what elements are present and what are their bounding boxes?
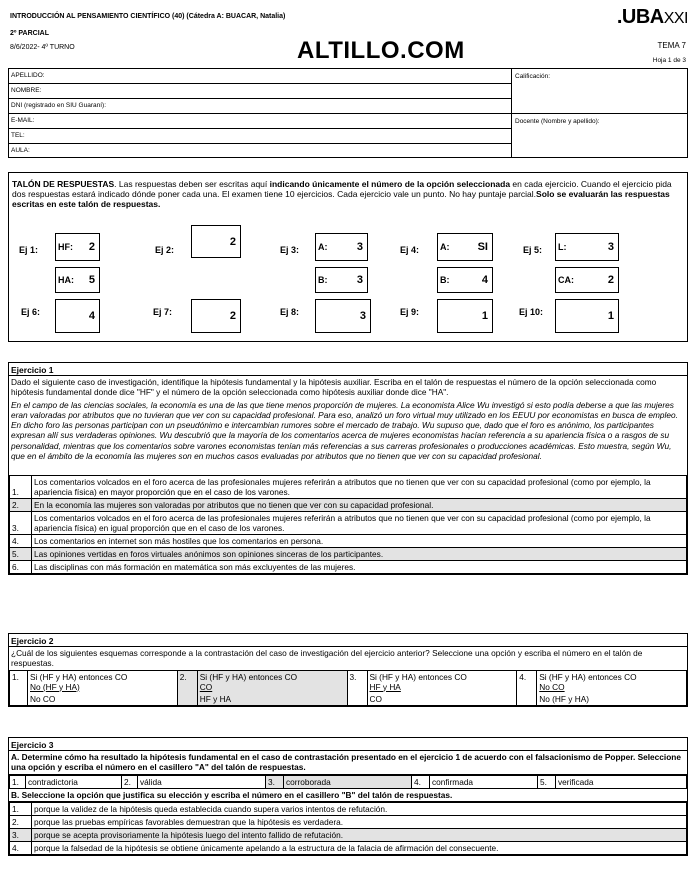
ej7-box[interactable]: 2 (191, 299, 241, 333)
ej2-box[interactable]: 2 (191, 225, 241, 258)
ej1-label: Ej 1: (19, 245, 39, 255)
option-number: 1. (10, 670, 28, 693)
option-a-2[interactable]: válida (138, 775, 266, 788)
ej10-label: Ej 10: (519, 307, 544, 317)
ej8-box[interactable]: 3 (315, 299, 371, 333)
ej2-label: Ej 2: (155, 245, 175, 255)
ej6-box[interactable]: 4 (55, 299, 100, 333)
exam-date: 8/6/2022- 4º TURNO (10, 44, 75, 51)
exercise-3-part-b: B. Seleccione la opción que justifica su elección y escriba el número en el casillero "B" del talón de respuestas. (9, 789, 687, 802)
watermark: ALTILLO.COM (297, 37, 465, 64)
field-email[interactable]: E-MAIL: (9, 114, 511, 129)
exercise-3-options-a: 1. contradictoria 2. válida 3. corroborada 4. confirmada 5. verificada (9, 775, 687, 789)
uba-logo: .UBAXXI (616, 6, 688, 28)
ej4-b-box[interactable]: B: 4 (437, 267, 493, 293)
exercise-2-options: 1. Si (HF y HA) entonces CO No (HF y HA) 2. Si (HF y HA) entonces CO CO 3. Si (HF y HA) entonces CO HF y HA 4. Si (HF y HA) entonces CO No CO No CO HF y HA CO No (HF y HA) (9, 670, 687, 706)
option-row[interactable]: 2. En la economía las mujeres son valoradas por atributos que no tienen que ver con su capacidad profesional. (10, 499, 687, 512)
option-number: 4. (517, 670, 537, 693)
student-info-box (8, 68, 688, 158)
field-tel[interactable]: TEL: (9, 129, 511, 144)
ej5-l-box[interactable]: L: 3 (555, 233, 619, 261)
ej1-hf-box[interactable]: HF: 2 (55, 233, 100, 261)
exercise-2-title: Ejercicio 2 (9, 634, 687, 647)
ej5-ca-box[interactable]: CA: 2 (555, 267, 619, 293)
option-scheme[interactable]: Si (HF y HA) entonces CO No (HF y HA) (28, 670, 178, 693)
exercise-3 (8, 737, 688, 856)
ej7-label: Ej 7: (153, 307, 173, 317)
ej3-label: Ej 3: (280, 245, 300, 255)
ej9-label: Ej 9: (400, 307, 420, 317)
option-row[interactable]: 5. Las opiniones vertidas en foros virtuales anónimos son opiniones sinceras de los participantes. (10, 548, 687, 561)
ej3-a-box[interactable]: A: 3 (315, 233, 368, 261)
exercise-2 (8, 633, 688, 707)
option-row[interactable]: 1. porque la validez de la hipótesis queda establecida cuando supera varios intentos de refutación. (10, 802, 687, 815)
answer-sheet (8, 172, 688, 342)
option-a-5[interactable]: verificada (556, 775, 687, 788)
option-scheme[interactable]: Si (HF y HA) entonces CO CO (197, 670, 347, 693)
option-scheme[interactable]: Si (HF y HA) entonces CO No CO (537, 670, 687, 693)
option-row[interactable]: 2. porque las pruebas empíricas favorables demuestran que la hipótesis es verdadera. (10, 815, 687, 828)
exercise-1-title: Ejercicio 1 (9, 363, 687, 376)
ej6-label: Ej 6: (21, 307, 41, 317)
field-apellido[interactable]: APELLIDO: (9, 69, 511, 84)
tema-label: TEMA 7 (657, 41, 686, 50)
ej9-box[interactable]: 1 (437, 299, 493, 333)
exercise-3-options-b (9, 802, 687, 855)
option-number: 3. (347, 670, 367, 693)
field-dni[interactable]: DNI (registrado en SIU Guaraní): (9, 99, 511, 114)
exercise-1-case: En el campo de las ciencias sociales, la economía es una de las que tiene menos proporción de mujeres. La economista Alice Wu investigó si esto podía deberse a que las mujeres eran valoradas por atributos que no tuvieran que ver con su capacidad profesional. Para eso, analizó un foro virtual muy utilizado en los EEUU por economistas en busca de empleo. En dicho foro las personas participan con un pseudónimo e intercambian rumores sobre el mercado de trabajo. Wu supuso que, dado que el foro es anónimo, los participantes expresan allí sus verdaderas opiniones. Wu descubrió que la mayoría de los comentarios acerca de mujeres economistas hacían referencia a su apariencia física o a rasgos de su personalidad, mientras que los comentarios sobre varones economistas tenían más referencias a sus carreras profesionales o producciones académicas. Esto muestra, según Wu, que en el ámbito de la economía las mujeres son en muchos casos evaluadas por atributos que no tienen que ver con su capacidad profesional. (11, 399, 678, 462)
option-a-1[interactable]: contradictoria (26, 775, 122, 788)
option-a-4[interactable]: confirmada (430, 775, 538, 788)
field-nombre[interactable]: NOMBRE: (9, 84, 511, 99)
exercise-3-title: Ejercicio 3 (9, 738, 687, 751)
course-title: INTRODUCCIÓN AL PENSAMIENTO CIENTÍFICO (40) (Cátedra A: BUACAR, Natalia) (10, 13, 286, 20)
option-row[interactable]: 1. Los comentarios volcados en el foro acerca de las profesionales mujeres referirán a atributos que no tienen que ver con su capacidad profesional (como por ejemplo, la apariencia física) en mayor proporción que en el caso de los varones. (10, 476, 687, 499)
grade-field[interactable]: Calificación: (512, 69, 688, 114)
option-row[interactable]: 3. Los comentarios volcados en el foro acerca de las profesionales mujeres referirán a atributos que no tienen que ver con su capacidad profesional (como por ejemplo, la apariencia física) en igual proporción que en el caso de los varones. (10, 512, 687, 535)
option-number: 2. (177, 670, 197, 693)
option-row[interactable]: 3. porque se acepta provisoriamente la hipótesis luego del intento fallido de refutación. (10, 828, 687, 841)
teacher-field[interactable]: Docente (Nombre y apellido): (515, 118, 600, 125)
exercise-1-prompt: Dado el siguiente caso de investigación, identifique la hipótesis fundamental y la hipótesis auxiliar. Escriba en el talón de respuestas el número de la opción seleccionada como hipótesis fundamental donde dice "HF" y el número de la opción seleccionada como hipótesis auxiliar donde dice "HA". (11, 377, 657, 398)
answer-instructions: TALÓN DE RESPUESTAS. Las respuestas deben ser escritas aquí indicando únicamente el número de la opción seleccionada en cada ejercicio. Cuando el ejercicio pida dos respuestas estará indicado dónde poner cada una. El examen tiene 10 ejercicios. Cada ejercicio vale un punto. No hay puntaje parcial.Solo se evaluarán las respuestas escritas en este talón de respuestas. (12, 179, 672, 209)
option-scheme[interactable]: Si (HF y HA) entonces CO HF y HA (367, 670, 517, 693)
ej3-b-box[interactable]: B: 3 (315, 267, 368, 293)
ej1-ha-box[interactable]: HA: 5 (55, 267, 100, 293)
option-row[interactable]: 6. Las disciplinas con más formación en matemática son más excluyentes de las mujeres. (10, 561, 687, 574)
ej5-label: Ej 5: (523, 245, 543, 255)
ej4-a-box[interactable]: A: SI (437, 233, 493, 261)
option-row[interactable]: 4. Los comentarios en internet son más hostiles que los comentarios en persona. (10, 535, 687, 548)
exercise-1 (8, 362, 688, 575)
ej8-label: Ej 8: (280, 307, 300, 317)
field-aula[interactable]: AULA: (11, 147, 30, 154)
exercise-1-options (9, 475, 687, 574)
ej10-box[interactable]: 1 (555, 299, 619, 333)
exam-name: 2º PARCIAL (10, 30, 49, 37)
page-number: Hoja 1 de 3 (652, 57, 686, 64)
exercise-3-part-a: A. Determine cómo ha resultado la hipótesis fundamental en el caso de contrastación presentado en el ejercicio 1 de acuerdo con el falsacionismo de Popper. Seleccione una opción y escriba el número en el casillero "A" del talón de respuestas. (9, 751, 687, 775)
ej4-label: Ej 4: (400, 245, 420, 255)
exercise-2-prompt: ¿Cuál de los siguientes esquemas corresponde a la contrastación del caso de investigación del ejercicio anterior? Seleccione una opción y escriba el número en el talón de respuestas. (11, 648, 643, 669)
option-a-3[interactable]: corroborada (284, 775, 412, 788)
option-row[interactable]: 4. porque la falsedad de la hipótesis se obtiene únicamente apelando a la estructura de la falacia de afirmación del consecuente. (10, 841, 687, 854)
